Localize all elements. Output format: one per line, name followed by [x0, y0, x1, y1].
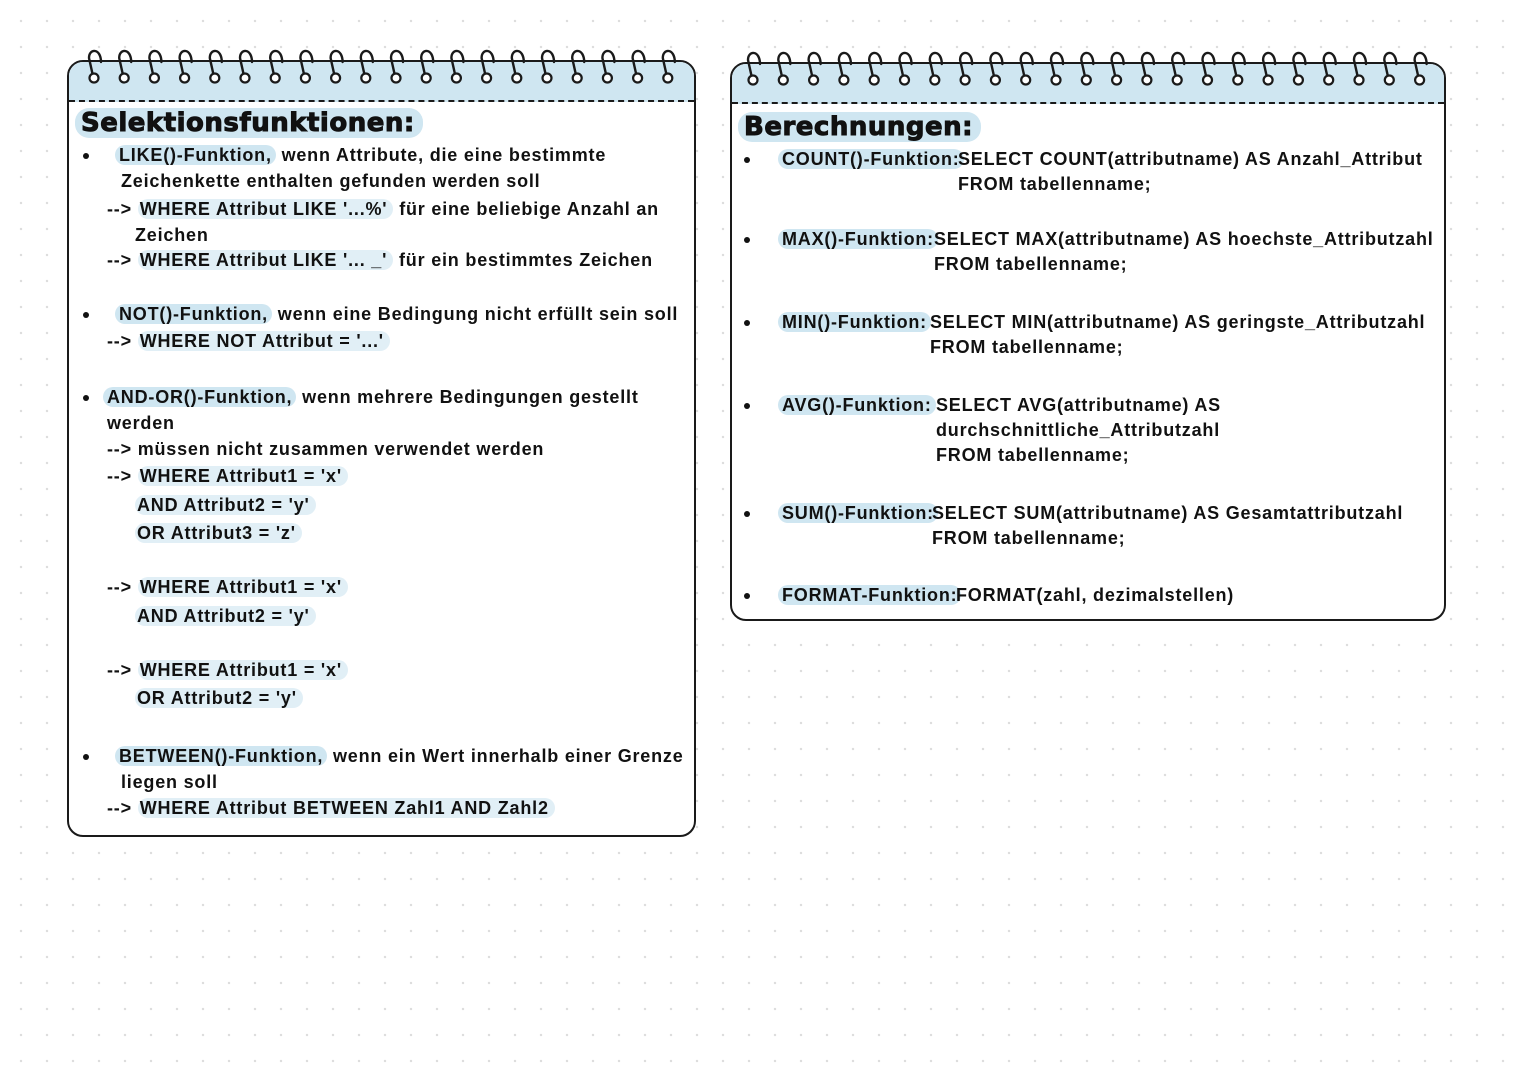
- spiral-binding-icon: [732, 48, 1444, 92]
- ring-icon: [512, 51, 524, 76]
- between-description: wenn ein Wert innerhalb einer Grenze: [327, 746, 684, 766]
- like-example-1-cont: Zeichen: [135, 225, 209, 245]
- ring-hole-icon: [1264, 76, 1273, 85]
- ring-hole-icon: [543, 74, 552, 83]
- arrow: -->: [107, 331, 138, 351]
- ring-hole-icon: [1112, 76, 1121, 85]
- ring-icon: [778, 53, 790, 78]
- ring-hole-icon: [573, 74, 582, 83]
- ring-hole-icon: [301, 74, 310, 83]
- function-keyword: MAX()-Funktion:: [778, 228, 938, 250]
- function-keyword: FORMAT-Funktion:: [778, 584, 961, 606]
- sql-line: SELECT COUNT(attributname) AS Anzahl_Attribut: [958, 149, 1423, 169]
- ring-icon: [240, 51, 252, 76]
- ring-hole-icon: [1233, 76, 1242, 85]
- like-example-1: [107, 198, 659, 220]
- spiral-binding-icon: [69, 46, 694, 90]
- ring-icon: [210, 51, 222, 76]
- sql-line: FROM tabellenname;: [934, 254, 1128, 274]
- ring-hole-icon: [1415, 76, 1424, 85]
- ring-hole-icon: [839, 76, 848, 85]
- like-keyword: LIKE()-Funktion,: [115, 145, 276, 165]
- ring-icon: [149, 51, 161, 76]
- ring-hole-icon: [482, 74, 491, 83]
- ring-hole-icon: [1385, 76, 1394, 85]
- like-code-2-note: für ein bestimmtes Zeichen: [393, 250, 653, 270]
- ring-hole-icon: [633, 74, 642, 83]
- andor-code: OR Attribut2 = 'y': [135, 688, 303, 708]
- not-line-1: [115, 303, 678, 325]
- like-line-2: Zeichenkette enthalten gefunden werden soll: [121, 171, 541, 191]
- ring-hole-icon: [603, 74, 612, 83]
- ring-icon: [748, 53, 760, 78]
- sql-line: SELECT MIN(attributname) AS geringste_Attributzahl: [930, 312, 1426, 332]
- function-keyword: SUM()-Funktion:: [778, 502, 938, 524]
- ring-icon: [572, 51, 584, 76]
- sql-line: SELECT MAX(attributname) AS hoechste_Attributzahl: [934, 229, 1434, 249]
- sql-line: FROM tabellenname;: [936, 445, 1130, 465]
- ring-icon: [1021, 53, 1033, 78]
- ring-hole-icon: [120, 74, 129, 83]
- like-code-1-note: für eine beliebige Anzahl an: [393, 199, 659, 219]
- ring-icon: [1263, 53, 1275, 78]
- ring-hole-icon: [331, 74, 340, 83]
- andor-line-2: werden: [107, 413, 175, 433]
- ring-hole-icon: [361, 74, 370, 83]
- bullet: [744, 157, 750, 163]
- bullet: [83, 312, 89, 318]
- arrow: -->: [107, 250, 138, 270]
- ring-hole-icon: [900, 76, 909, 85]
- ring-hole-icon: [452, 74, 461, 83]
- ring-icon: [602, 51, 614, 76]
- ring-hole-icon: [991, 76, 1000, 85]
- ring-hole-icon: [422, 74, 431, 83]
- ring-hole-icon: [930, 76, 939, 85]
- ring-icon: [542, 51, 554, 76]
- like-description: wenn Attribute, die eine bestimmte: [275, 145, 607, 165]
- ring-icon: [1203, 53, 1215, 78]
- andor-example-1-line-2: [135, 494, 316, 516]
- andor-code: AND Attribut2 = 'y': [135, 606, 316, 626]
- sql-line: FROM tabellenname;: [932, 528, 1126, 548]
- not-example: [107, 330, 390, 352]
- arrow: -->: [107, 577, 138, 597]
- bullet: [744, 403, 750, 409]
- arrow: -->: [107, 466, 138, 486]
- sql-line: FROM tabellenname;: [958, 174, 1152, 194]
- bullet: [744, 593, 750, 599]
- bullet: [744, 320, 750, 326]
- ring-hole-icon: [392, 74, 401, 83]
- ring-icon: [1354, 53, 1366, 78]
- ring-icon: [839, 53, 851, 78]
- ring-icon: [930, 53, 942, 78]
- ring-icon: [960, 53, 972, 78]
- sql-line: durchschnittliche_Attributzahl: [936, 420, 1221, 440]
- not-code: WHERE NOT Attribut = '...': [138, 331, 390, 351]
- not-keyword: NOT()-Funktion,: [115, 304, 272, 324]
- ring-hole-icon: [809, 76, 818, 85]
- ring-hole-icon: [512, 74, 521, 83]
- sql-line: SELECT SUM(attributname) AS Gesamtattributzahl: [932, 503, 1404, 523]
- sql-line: SELECT AVG(attributname) AS: [936, 395, 1221, 415]
- bullet: [83, 395, 89, 401]
- sql-line: FROM tabellenname;: [930, 337, 1124, 357]
- ring-icon: [869, 53, 881, 78]
- ring-icon: [421, 51, 433, 76]
- ring-icon: [180, 51, 192, 76]
- andor-note: --> müssen nicht zusammen verwendet werden: [107, 439, 545, 459]
- like-example-2: [107, 249, 653, 271]
- ring-icon: [809, 53, 821, 78]
- arrow: -->: [107, 199, 138, 219]
- ring-icon: [270, 51, 282, 76]
- ring-hole-icon: [180, 74, 189, 83]
- ring-hole-icon: [779, 76, 788, 85]
- andor-example-2-line-2: [135, 605, 316, 627]
- andor-example-3-line-2: [135, 687, 303, 709]
- ring-hole-icon: [663, 74, 672, 83]
- ring-icon: [1324, 53, 1336, 78]
- like-line-1: [115, 144, 606, 166]
- ring-icon: [1112, 53, 1124, 78]
- andor-example-1-line-1: [107, 465, 348, 487]
- andor-code: AND Attribut2 = 'y': [135, 495, 316, 515]
- ring-hole-icon: [1203, 76, 1212, 85]
- ring-hole-icon: [870, 76, 879, 85]
- andor-code: WHERE Attribut1 = 'x': [138, 577, 348, 597]
- ring-hole-icon: [1021, 76, 1030, 85]
- ring-hole-icon: [1052, 76, 1061, 85]
- andor-example-2-line-1: [107, 576, 348, 598]
- sql-line: FORMAT(zahl, dezimalstellen): [956, 585, 1235, 605]
- between-line-1: [115, 745, 684, 767]
- andor-description: wenn mehrere Bedingungen gestellt: [296, 387, 639, 407]
- andor-keyword: AND-OR()-Funktion,: [103, 387, 296, 407]
- bullet: [744, 511, 750, 517]
- ring-icon: [391, 51, 403, 76]
- andor-code: WHERE Attribut1 = 'x': [138, 466, 348, 486]
- andor-code: OR Attribut3 = 'z': [135, 523, 302, 543]
- ring-hole-icon: [1355, 76, 1364, 85]
- ring-hole-icon: [1294, 76, 1303, 85]
- between-keyword: BETWEEN()-Funktion,: [115, 746, 327, 766]
- ring-icon: [1142, 53, 1154, 78]
- arrow: -->: [107, 798, 138, 818]
- andor-example-3-line-1: [107, 659, 348, 681]
- section-title: Berechnungen:: [738, 112, 981, 142]
- andor-line-1: [103, 386, 639, 408]
- ring-hole-icon: [1142, 76, 1151, 85]
- ring-hole-icon: [1173, 76, 1182, 85]
- ring-hole-icon: [1324, 76, 1333, 85]
- ring-icon: [1233, 53, 1245, 78]
- section-title: Selektionsfunktionen:: [75, 108, 423, 138]
- ring-icon: [300, 51, 312, 76]
- ring-icon: [1081, 53, 1093, 78]
- like-code-1: WHERE Attribut LIKE '...%': [138, 199, 394, 219]
- between-code: WHERE Attribut BETWEEN Zahl1 AND Zahl2: [138, 798, 555, 818]
- ring-icon: [1051, 53, 1063, 78]
- function-keyword: AVG()-Funktion:: [778, 394, 936, 416]
- ring-icon: [482, 51, 494, 76]
- ring-hole-icon: [150, 74, 159, 83]
- not-description: wenn eine Bedingung nicht erfüllt sein soll: [271, 304, 679, 324]
- ring-icon: [1293, 53, 1305, 78]
- ring-hole-icon: [1082, 76, 1091, 85]
- between-line-2: liegen soll: [121, 772, 218, 792]
- bullet: [83, 153, 89, 159]
- selektionsfunktionen-card: [67, 60, 696, 837]
- ring-hole-icon: [90, 74, 99, 83]
- ring-icon: [1415, 53, 1427, 78]
- ring-icon: [1384, 53, 1396, 78]
- ring-icon: [1172, 53, 1184, 78]
- ring-hole-icon: [749, 76, 758, 85]
- andor-example-1-line-3: [135, 522, 302, 544]
- ring-icon: [361, 51, 373, 76]
- function-keyword: COUNT()-Funktion:: [778, 148, 964, 170]
- between-example: [107, 797, 555, 819]
- ring-hole-icon: [241, 74, 250, 83]
- ring-icon: [331, 51, 343, 76]
- ring-icon: [663, 51, 675, 76]
- ring-icon: [451, 51, 463, 76]
- ring-hole-icon: [210, 74, 219, 83]
- like-code-2: WHERE Attribut LIKE '... _': [138, 250, 394, 270]
- ring-icon: [89, 51, 101, 76]
- bullet: [744, 237, 750, 243]
- ring-icon: [990, 53, 1002, 78]
- ring-hole-icon: [271, 74, 280, 83]
- arrow: -->: [107, 660, 138, 680]
- andor-code: WHERE Attribut1 = 'x': [138, 660, 348, 680]
- ring-icon: [633, 51, 645, 76]
- berechnungen-card: [730, 62, 1446, 621]
- function-keyword: MIN()-Funktion:: [778, 311, 931, 333]
- ring-hole-icon: [961, 76, 970, 85]
- ring-icon: [119, 51, 131, 76]
- bullet: [83, 754, 89, 760]
- ring-icon: [900, 53, 912, 78]
